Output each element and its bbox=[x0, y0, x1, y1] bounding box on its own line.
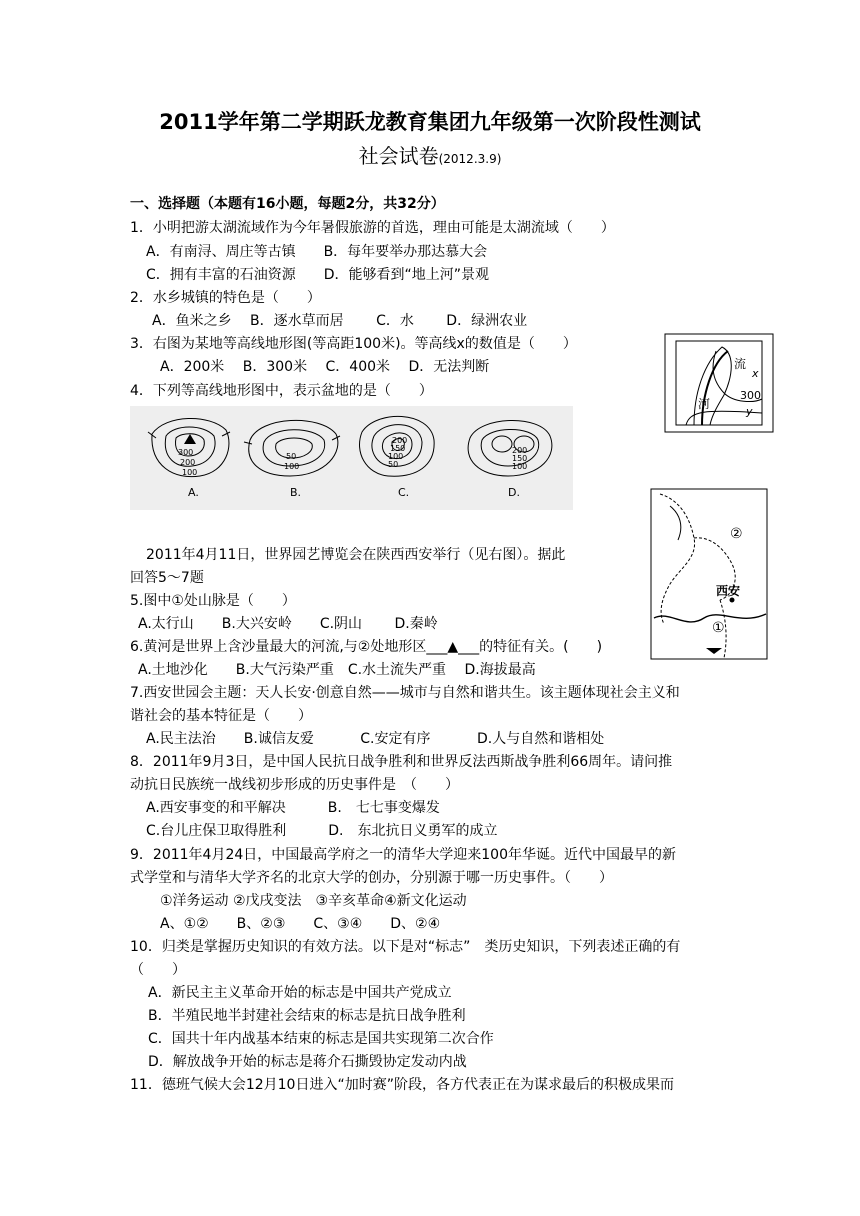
q3-label-300: 300 bbox=[740, 389, 761, 402]
question-line: 谐社会的基本特征是（ ） bbox=[130, 708, 312, 724]
exam-date: (2012.3.9) bbox=[438, 152, 502, 166]
xian-map-svg bbox=[650, 488, 768, 660]
question-line: ①洋务运动 ②戊戌变法 ③辛亥革命④新文化运动 bbox=[160, 893, 467, 909]
q3-label-he: 河 bbox=[698, 397, 711, 411]
map-marker-2: ② bbox=[730, 526, 743, 542]
q3-label-y: y bbox=[746, 405, 753, 418]
question-line: A.民主法治 B.诚信友爱 C.安定有序 D.人与自然和谐相处 bbox=[146, 731, 605, 747]
q4-a-100: 100 bbox=[182, 468, 198, 477]
q3-contour-svg bbox=[664, 333, 774, 433]
question-line: 1．小明把游太湖流域作为今年暑假旅游的首选，理由可能是太湖流域（ ） bbox=[130, 220, 615, 236]
q4-label-b: B. bbox=[290, 486, 302, 499]
question-line: C.台儿庄保卫取得胜利 D. 东北抗日义勇军的成立 bbox=[146, 823, 498, 839]
question-line: （ ） bbox=[130, 962, 186, 978]
question-line: 2．水乡城镇的特色是（ ） bbox=[130, 290, 321, 306]
q4-c-200: 200 bbox=[392, 436, 408, 445]
question-line: 2011年4月11日，世界园艺博览会在陕西西安举行（见右图）。据此 bbox=[146, 547, 566, 563]
q4-label-a: A. bbox=[188, 486, 199, 499]
map-label-xian: 西安 bbox=[716, 584, 741, 598]
q3-label-x: x bbox=[752, 367, 759, 380]
q4-b-100: 100 bbox=[284, 462, 300, 471]
question-line: 7.西安世园会主题：天人长安·创意自然——城市与自然和谐共生。该主题体现社会主义和 bbox=[130, 685, 680, 701]
map-marker-1: ① bbox=[712, 620, 725, 636]
q4-label-d: D. bbox=[508, 486, 520, 499]
q4-d-200: 200 bbox=[512, 446, 528, 455]
q4-label-c: C. bbox=[398, 486, 410, 499]
q4-a-300: 300 bbox=[178, 448, 194, 457]
question-line: 6.黄河是世界上含沙量最大的河流,与②处地形区___▲___的特征有关。( ) bbox=[130, 639, 603, 655]
section-heading: 一、选择题（本题有16小题，每题2分，共32分） bbox=[130, 196, 445, 212]
question-line: 9．2011年4月24日，中国最高学府之一的清华大学迎来100年华诞。近代中国最早的新 bbox=[130, 847, 676, 863]
q3-label-liu: 流 bbox=[734, 357, 747, 371]
q4-c-100: 100 bbox=[388, 452, 404, 461]
q4-d-150: 150 bbox=[512, 454, 528, 463]
question-line: 动抗日民族统一战线初步形成的历史事件是 （ ） bbox=[130, 777, 459, 793]
q4-d-100: 100 bbox=[512, 462, 528, 471]
q4-b-50: 50 bbox=[286, 452, 297, 461]
q4-c-50: 50 bbox=[388, 460, 399, 469]
question-line: A．鱼米之乡 B．逐水草而居 C．水 D．绿洲农业 bbox=[152, 313, 528, 329]
question-line: 11．德班气候大会12月10日进入“加时赛”阶段，各方代表正在为谋求最后的积极成果而 bbox=[130, 1077, 674, 1093]
question-line: A．200米 B．300米 C．400米 D．无法判断 bbox=[160, 359, 490, 375]
question-line: D．解放战争开始的标志是蒋介石撕毁协定发动内战 bbox=[148, 1054, 467, 1070]
question-line: C．拥有丰富的石油资源 D．能够看到“地上河”景观 bbox=[146, 267, 490, 283]
question-line: 5.图中①处山脉是（ ） bbox=[130, 593, 296, 609]
q4-contour-figure bbox=[130, 406, 573, 510]
subject-label: 社会试卷 bbox=[358, 144, 439, 168]
question-line: 式学堂和与清华大学齐名的北京大学的创办，分别源于哪一历史事件。（ ） bbox=[130, 870, 613, 886]
question-line: 4．下列等高线地形图中，表示盆地的是（ ） bbox=[130, 383, 433, 399]
question-line: 8．2011年9月3日，是中国人民抗日战争胜利和世界反法西斯战争胜利66周年。请问推 bbox=[130, 754, 673, 770]
page-title: 2011学年第二学期跃龙教育集团九年级第一次阶段性测试 bbox=[159, 110, 701, 134]
page-subtitle bbox=[0, 140, 860, 169]
q4-c-150: 150 bbox=[390, 444, 406, 453]
question-line: C．国共十年内战基本结束的标志是国共实现第二次合作 bbox=[148, 1031, 494, 1047]
question-line: B．半殖民地半封建社会结束的标志是抗日战争胜利 bbox=[148, 1008, 466, 1024]
question-line: A、①② B、②③ C、③④ D、②④ bbox=[160, 916, 441, 932]
question-line: 10．归类是掌握历史知识的有效方法。以下是对“标志” 类历史知识，下列表述正确的有 bbox=[130, 939, 681, 955]
question-line: A.太行山 B.大兴安岭 C.阴山 D.秦岭 bbox=[138, 616, 438, 632]
q4-a-200: 200 bbox=[180, 458, 196, 467]
q3-contour-figure bbox=[664, 333, 774, 433]
question-line: A.土地沙化 B.大气污染严重 C.水土流失严重 D.海拔最高 bbox=[138, 662, 536, 678]
question-line: A．新民主主义革命开始的标志是中国共产党成立 bbox=[148, 985, 452, 1001]
xian-map-figure bbox=[650, 488, 768, 660]
question-line: 回答5～7题 bbox=[130, 570, 204, 586]
question-line: A.西安事变的和平解决 B. 七七事变爆发 bbox=[146, 800, 440, 816]
question-line: A．有南浔、周庄等古镇 B．每年要举办那达慕大会 bbox=[146, 244, 488, 260]
question-line: 3．右图为某地等高线地形图(等高距100米)。等高线x的数值是（ ） bbox=[130, 336, 577, 352]
